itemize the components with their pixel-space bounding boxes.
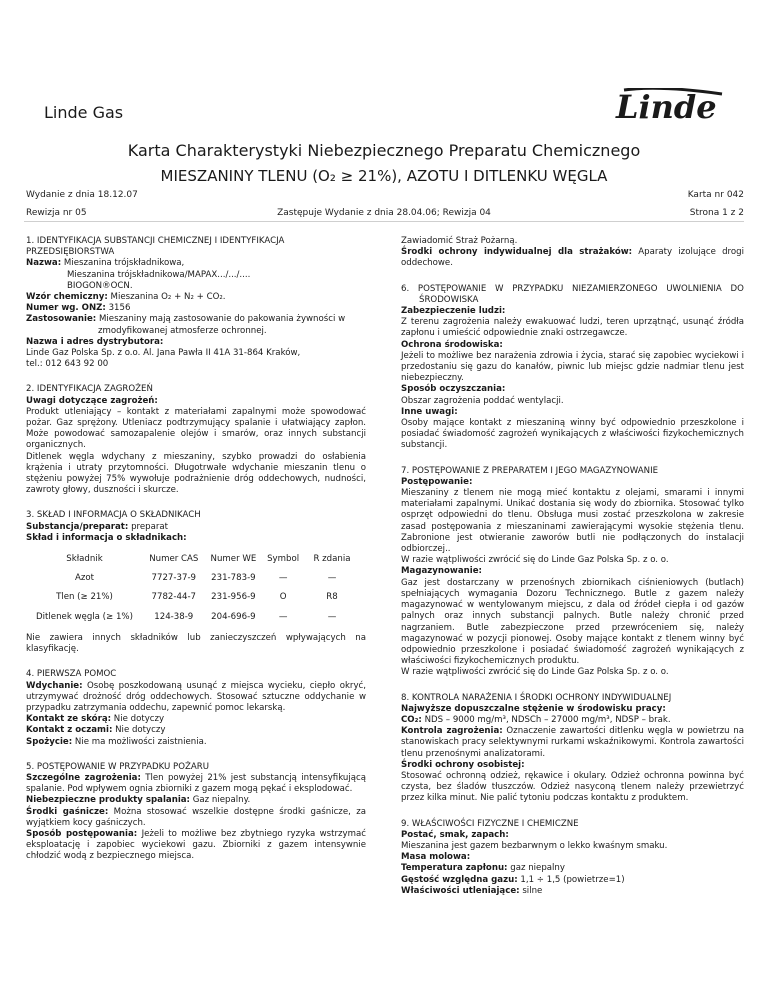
- table-header: Numer CAS: [149, 554, 199, 565]
- supplier-address: Linde Gaz Polska Sp. z o.o. Al. Jana Pawła II 41A 31-864 Kraków,: [26, 348, 301, 359]
- env-protection-text: Jeżeli to możliwe bez narażenia zdrowia i życia, starać się zapobiec wyciekowi i przedostaniu się gazu do kanałów, piwnic lub miejsc gdzie nadmiar tlenu jest niebezpieczny.: [401, 350, 744, 384]
- table-cell: 204-696-9: [211, 611, 256, 622]
- table-cell: 231-783-9: [211, 573, 256, 584]
- special-hazards-text: Tlen powyżej 21% jest substancją intensyfikującą spalanie. Pod wpływem ognia zbiorniki z gazem mogą pękać i eksplodować.: [26, 772, 367, 795]
- combustion-products-value: Gaz niepalny.: [192, 795, 251, 806]
- env-protection-label: Ochrona środowiska:: [401, 339, 503, 350]
- extinguishing-text: Można stosować wszelkie dostępne środki gaśnicze, za wyjątkiem kocy gaśniczych.: [26, 806, 366, 828]
- section-9-heading: 9. WŁAŚCIWOŚCI FIZYCZNE I CHEMICZNE: [401, 818, 579, 829]
- section-3-heading: 3. SKŁAD I INFORMACJA O SKŁADNIKACH: [26, 510, 201, 521]
- document-title: Karta Charakterystyki Niebezpiecznego Preparatu Chemicznego: [127, 141, 641, 160]
- table-header-row: [26, 550, 360, 569]
- formula-value: Mieszanina O₂ + N₂ + CO₂.: [110, 292, 226, 303]
- storage-contact: W razie wątpliwości zwrócić się do Linde Gaz Polska Sp. z o. o.: [401, 667, 669, 678]
- table-cell: 7782-44-7: [151, 592, 197, 603]
- composition-note: Nie zawiera innych składników lub zanieczyszczeń wpływających na klasyfikację.: [26, 632, 366, 655]
- extinguishing-label: Środki gaśnicze:: [26, 806, 109, 817]
- eye-label: Kontakt z oczami:: [26, 725, 113, 736]
- table-cell: Ditlenek węgla (≥ 1%): [36, 611, 133, 622]
- table-cell: 124-38-9: [154, 611, 194, 622]
- procedure-label: Sposób postępowania:: [26, 828, 138, 839]
- issue-date: Wydanie z dnia 18.12.07: [26, 190, 138, 200]
- section-5-heading: 5. POSTĘPOWANIE W PRZYPADKU POŻARU: [26, 761, 210, 772]
- table-row: [26, 588, 360, 607]
- skin-value: Nie dotyczy: [113, 714, 165, 725]
- flash-point-label: Temperatura zapłonu:: [401, 863, 508, 874]
- form-label: Postać, smak, zapach:: [401, 829, 509, 840]
- onz-label: Numer wg. ONZ:: [26, 303, 106, 314]
- inhalation-text: Osobę poszkodowaną usunąć z miejsca wycieku, ciepło okryć, utrzymywać drożność dróg oddechowych. Stosować sztuczne oddychanie w przypadku zatrzymania oddechu, zapewnić pomoc lekarską.: [26, 680, 367, 713]
- substance-value: preparat: [131, 521, 169, 532]
- section-1-heading: 1. IDENTYFIKACJA SUBSTANCJI CHEMICZNEJ I IDENTYFIKACJA PRZEDSIĘBIORSTWA: [26, 236, 285, 258]
- left-column: [26, 236, 366, 863]
- people-protection-label: Zabezpieczenie ludzi:: [401, 306, 506, 317]
- table-cell: 7727-37-9: [151, 573, 197, 584]
- substance-label: Substancja/preparat:: [26, 521, 129, 532]
- table-row: [26, 569, 360, 588]
- table-cell: O: [279, 592, 287, 603]
- handling-label: Postępowanie:: [401, 476, 473, 487]
- co2-limits: NDS – 9000 mg/m³, NDSCh – 27000 mg/m³, NDSP – brak.: [424, 714, 671, 725]
- combustion-products-label: Niebezpieczne produkty spalania:: [26, 795, 190, 806]
- density-label: Gęstość względna gazu:: [401, 874, 518, 885]
- table-cell: 231-956-9: [211, 592, 256, 603]
- inhalation-label: Wdychanie:: [26, 680, 83, 691]
- composition-label: Skład i informacja o składnikach:: [26, 532, 187, 543]
- skin-label: Kontakt ze skórą:: [26, 714, 112, 725]
- exposure-limits-label: Najwyższe dopuszczalne stężenie w środowisku pracy:: [401, 703, 666, 714]
- card-number: Karta nr 042: [687, 190, 744, 200]
- people-protection-text: Z terenu zagrożenia należy ewakuować ludzi, teren uprzątnąć, usunąć źródła zapłonu i umieścić odpowiednie znaki ostrzegawcze.: [401, 317, 744, 339]
- other-notes-text: Osoby mające kontakt z mieszaniną winny być odpowiednio przeszkolone i posiadać świadomość zagrożeń wynikających z właściwości fizykochemicznych substancji.: [401, 418, 744, 451]
- hazard-control-text: Oznaczenie zawartości ditlenku węgla w powietrzu na stanowiskach pracy selektywnymi rurkami wskaźnikowymi. Kontrola zawartości tlenu przenośnymi analizatorami.: [401, 726, 745, 759]
- section-7-heading: 7. POSTĘPOWANIE Z PREPARATEM I JEGO MAGAZYNOWANIE: [401, 465, 659, 476]
- eye-value: Nie dotyczy: [115, 725, 166, 736]
- use-value-1: Mieszaniny mają zastosowanie do pakowania żywności w: [98, 314, 346, 325]
- table-cell: —: [327, 573, 337, 584]
- flash-point-value: gaz niepalny: [510, 863, 565, 874]
- table-row: [26, 608, 360, 627]
- ppe-text: Stosować ochronną odzież, rękawice i okulary. Odzież ochronna powinna być czysta, bez śladów tłuszczów. Odzież nasyconą tlenem należy przewietrzyć przez kilka minut. Nie palić tytoniu podczas kontaktu z produktem.: [401, 770, 744, 804]
- name-label: Nazwa:: [26, 258, 62, 269]
- table-cell: Azot: [74, 573, 94, 584]
- replaces-note: Zastępuje Wydanie z dnia 28.04.06; Rewizja 04: [277, 208, 491, 218]
- molar-mass-label: Masa molowa:: [401, 852, 471, 863]
- handling-contact: W razie wątpliwości zwrócić się do Linde Gaz Polska Sp. z o. o.: [401, 555, 669, 566]
- firefighter-ppe-label: Środki ochrony indywidualnej dla strażaków:: [401, 247, 633, 258]
- density-value: 1,1 ÷ 1,5 (powietrze=1): [520, 874, 625, 885]
- table-header: Symbol: [267, 554, 300, 565]
- cleanup-text: Obszar zagrożenia poddać wentylacji.: [401, 395, 564, 406]
- name-value-2: Mieszanina trójskładnikowa/MAPAX.../.../....: [67, 269, 251, 280]
- other-notes-label: Inne uwagi:: [401, 406, 458, 417]
- hazards-text-2: Ditlenek węgla wdychany z mieszaniny, szybko prowadzi do osłabienia krążenia i utraty przytomności. Długotrwałe wdychanie mieszanin tlenu o stężeniu powyżej 75% wywołuje podrażnienie dróg oddechowych, nudności, zawroty głowy, duszności i skurcze.: [26, 451, 366, 496]
- section-8-heading: 8. KONTROLA NARAŻENIA I ŚRODKI OCHRONY INDYWIDUALNEJ: [401, 692, 672, 703]
- company-name: Linde Gas: [44, 103, 124, 122]
- table-header: Numer WE: [210, 554, 257, 565]
- storage-label: Magazynowanie:: [401, 566, 482, 577]
- ingestion-value: Nie ma możliwości zaistnienia.: [74, 736, 207, 747]
- section-6-heading: 6. POSTĘPOWANIE W PRZYPADKU NIEZAMIERZONEGO UWOLNIENIA DO: [401, 283, 744, 294]
- oxidizing-value: silne: [522, 885, 543, 896]
- table-cell: Tlen (≥ 21%): [56, 592, 113, 603]
- form-text: Mieszanina jest gazem bezbarwnym o lekko kwaśnym smaku.: [401, 840, 668, 851]
- linde-logo: [614, 88, 726, 130]
- supplier-label: Nazwa i adres dystrybutora:: [26, 336, 164, 347]
- supplier-phone: tel.: 012 643 92 00: [26, 359, 109, 370]
- onz-value: 3156: [108, 303, 131, 314]
- section-2-heading: 2. IDENTYFIKACJA ZAGROŻEŃ: [26, 384, 153, 395]
- page-number: Strona 1 z 2: [689, 208, 744, 218]
- table-cell: —: [278, 611, 288, 622]
- logo-text: Linde: [616, 88, 717, 126]
- section-4-heading: 4. PIERWSZA POMOC: [26, 669, 117, 680]
- table-cell: R8: [326, 592, 338, 603]
- table-header: R zdania: [313, 554, 351, 565]
- name-value-1: Mieszanina trójskładnikowa,: [63, 258, 185, 269]
- procedure-text: Jeżeli to możliwe bez zbytniego ryzyka wstrzymać eksploatację i zapobiec wyciekowi gazu. Zbiorniki z gazem intensywnie chłodzić wodą z bezpiecznego miejsca.: [26, 828, 367, 862]
- co2-label: CO₂:: [401, 714, 422, 725]
- use-value-2: zmodyfikowanej atmosferze ochronnej.: [98, 325, 267, 336]
- cleanup-label: Sposób oczyszczania:: [401, 384, 506, 395]
- table-header: Składnik: [66, 554, 103, 565]
- fire-brigade-note: Zawiadomić Straż Pożarną.: [401, 236, 518, 246]
- section-6-heading-2: ŚRODOWISKA: [419, 294, 479, 305]
- ingestion-label: Spożycie:: [26, 736, 73, 747]
- name-value-3: BIOGON®OCN.: [67, 280, 133, 291]
- handling-text: Mieszaniny z tlenem nie mogą mieć kontaktu z olejami, smarami i innymi materiałami zapalnymi. Unikać dostania się wody do zbiornika. Stosować tylko osprzęt odpowiedni do tlenu. Obsługa musi zostać przeszkolona w zakresie zasad postępowania z mieszaninami zawierającymi wysokie stężenia tlenu. Zabronione jest otwieranie zaworów butli nie podłączonych do instalacji odbiorczej..: [401, 488, 744, 555]
- oxidizing-label: Właściwości utleniające:: [401, 885, 520, 896]
- right-column: [401, 236, 744, 897]
- storage-text: Gaz jest dostarczany w przenośnych zbiornikach ciśnieniowych (butlach) spełniających wymagania Dozoru Technicznego. Butle z gazem należy magazynować w wentylowanym miejscu, z dala od źródeł ciepła i od gazów palnych oraz innych substancji palnych. Butle należy chronić przed nagrzaniem. Butle zabezpieczone przed przewróceniem się, należy magazynować w pozycji pionowej. Osoby mające kontakt z tlenem winny być odpowiednio przeszkolone i posiadać świadomość zagrożeń wynikających z właściwości fizykochemicznych produktu.: [401, 577, 744, 667]
- hazard-control-label: Kontrola zagrożenia:: [401, 726, 503, 737]
- composition-table: [26, 550, 360, 627]
- table-cell: —: [278, 573, 288, 584]
- use-label: Zastosowanie:: [26, 314, 97, 325]
- special-hazards-label: Szczególne zagrożenia:: [26, 772, 141, 783]
- document-subtitle: MIESZANINY TLENU (O₂ ≥ 21%), AZOTU I DITLENKU WĘGLA: [160, 167, 608, 185]
- revision: Rewizja nr 05: [26, 208, 87, 218]
- formula-label: Wzór chemiczny:: [26, 292, 108, 303]
- firefighter-ppe-text: Aparaty izolujące drogi oddechowe.: [401, 247, 745, 269]
- header-divider: [24, 221, 744, 222]
- hazards-label: Uwagi dotyczące zagrożeń:: [26, 395, 158, 406]
- ppe-label: Środki ochrony osobistej:: [401, 759, 525, 770]
- hazards-text: Produkt utleniający – kontakt z materiałami zapalnymi może spowodować pożar. Gaz sprężony. Utleniacz podtrzymujący spalanie i ułatwiający zapłon. Może powodować samozapalenie olejów i smarów, oraz innych substancji organicznych.: [26, 406, 366, 451]
- table-cell: —: [327, 611, 337, 622]
